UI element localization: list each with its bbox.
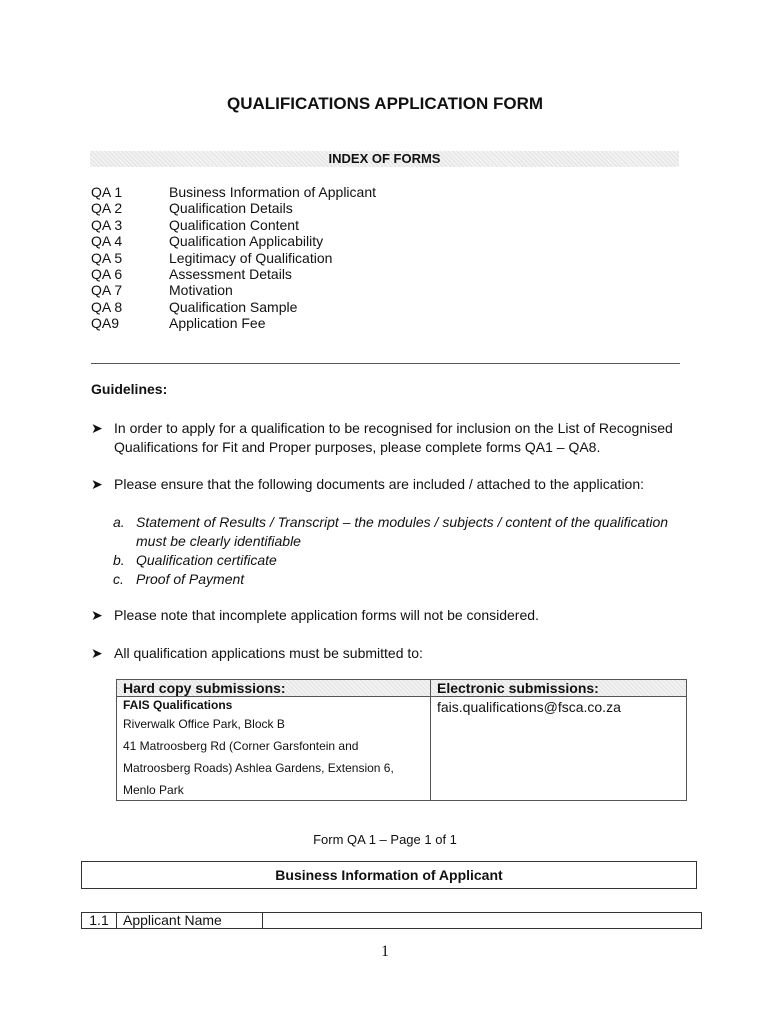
index-label: Legitimacy of Qualification <box>169 249 333 266</box>
index-row <box>91 200 376 216</box>
page-number: 1 <box>381 943 389 960</box>
index-code: QA 4 <box>91 233 123 250</box>
guideline-text: In order to apply for a qualification to be recognised for inclusion on the List of Recognised Qualifications for Fit and Proper purposes, please complete forms QA1 – QA8. <box>114 420 673 455</box>
applicant-name-row <box>81 912 702 929</box>
document-letter: c. <box>113 571 124 587</box>
document-letter: a. <box>113 514 125 530</box>
index-heading: INDEX OF FORMS <box>90 151 679 167</box>
index-code: QA 3 <box>91 216 123 233</box>
document-text: Proof of Payment <box>136 571 245 587</box>
arrow-bullet-icon: ➤ <box>91 645 103 661</box>
index-label: Qualification Details <box>169 200 293 217</box>
electronic-heading: Electronic submissions: <box>431 680 686 697</box>
index-label: Assessment Details <box>169 265 292 282</box>
hard-copy-address <box>117 698 430 801</box>
document-text: Statement of Results / Transcript – the modules / subjects / content of the qualification must be clearly identifiable <box>136 514 669 549</box>
index-row <box>91 184 376 200</box>
address-line: Matroosberg Roads) Ashlea Gardens, Extension 6, <box>123 761 394 775</box>
index-code: QA 5 <box>91 249 123 266</box>
index-row <box>91 217 376 233</box>
arrow-bullet-icon: ➤ <box>91 476 103 492</box>
index-code: QA 1 <box>91 184 123 200</box>
guideline-bullet <box>91 644 681 663</box>
address-line: Menlo Park <box>123 783 184 797</box>
address-line: Riverwalk Office Park, Block B <box>123 717 285 731</box>
index-label: Motivation <box>169 282 233 299</box>
hard-copy-column <box>117 680 431 800</box>
index-code: QA 6 <box>91 265 123 282</box>
guideline-bullet <box>91 419 681 457</box>
index-row <box>91 266 376 282</box>
document-item <box>113 513 673 551</box>
hard-copy-heading: Hard copy submissions: <box>117 680 430 697</box>
document-letter: b. <box>113 552 125 568</box>
electronic-column <box>431 680 686 800</box>
guideline-text: Please note that incomplete application forms will not be considered. <box>114 607 539 623</box>
section-title: Business Information of Applicant <box>81 861 697 889</box>
form-footer: Form QA 1 – Page 1 of 1 <box>313 832 457 847</box>
field-number: 1.1 <box>82 913 117 928</box>
guideline-bullet <box>91 475 681 494</box>
submission-email[interactable]: fais.qualifications@fsca.co.za <box>437 699 621 715</box>
index-label: Qualification Content <box>169 216 299 233</box>
index-row <box>91 233 376 249</box>
submissions-table <box>116 679 687 801</box>
index-code: QA 2 <box>91 200 123 217</box>
index-code: QA9 <box>91 315 120 332</box>
divider <box>91 363 680 364</box>
arrow-bullet-icon: ➤ <box>91 420 103 436</box>
applicant-name-field[interactable] <box>264 913 701 928</box>
index-label: Application Fee <box>169 315 266 332</box>
field-label: Applicant Name <box>117 913 263 928</box>
address-line: FAIS Qualifications <box>123 698 233 712</box>
guideline-text: All qualification applications must be submitted to: <box>114 645 423 661</box>
index-label: Qualification Applicability <box>169 233 324 250</box>
index-label: Business Information of Applicant <box>169 184 377 200</box>
guidelines-heading: Guidelines: <box>91 381 168 397</box>
document-item <box>113 551 673 570</box>
index-code: QA 8 <box>91 298 123 315</box>
address-line: 41 Matroosberg Rd (Corner Garsfontein and <box>123 739 359 753</box>
guideline-bullet <box>91 606 681 625</box>
index-code: QA 7 <box>91 282 123 299</box>
index-row <box>91 282 376 298</box>
index-label: Qualification Sample <box>169 298 298 315</box>
documents-list <box>113 513 673 589</box>
document-item <box>113 570 673 589</box>
index-row <box>91 299 376 315</box>
index-list <box>91 184 376 332</box>
page-title: QUALIFICATIONS APPLICATION FORM <box>226 94 544 113</box>
guideline-text: Please ensure that the following documents are included / attached to the application: <box>114 476 645 492</box>
arrow-bullet-icon: ➤ <box>91 607 103 623</box>
index-row <box>91 250 376 266</box>
index-row <box>91 315 376 331</box>
document-text: Qualification certificate <box>136 552 277 568</box>
